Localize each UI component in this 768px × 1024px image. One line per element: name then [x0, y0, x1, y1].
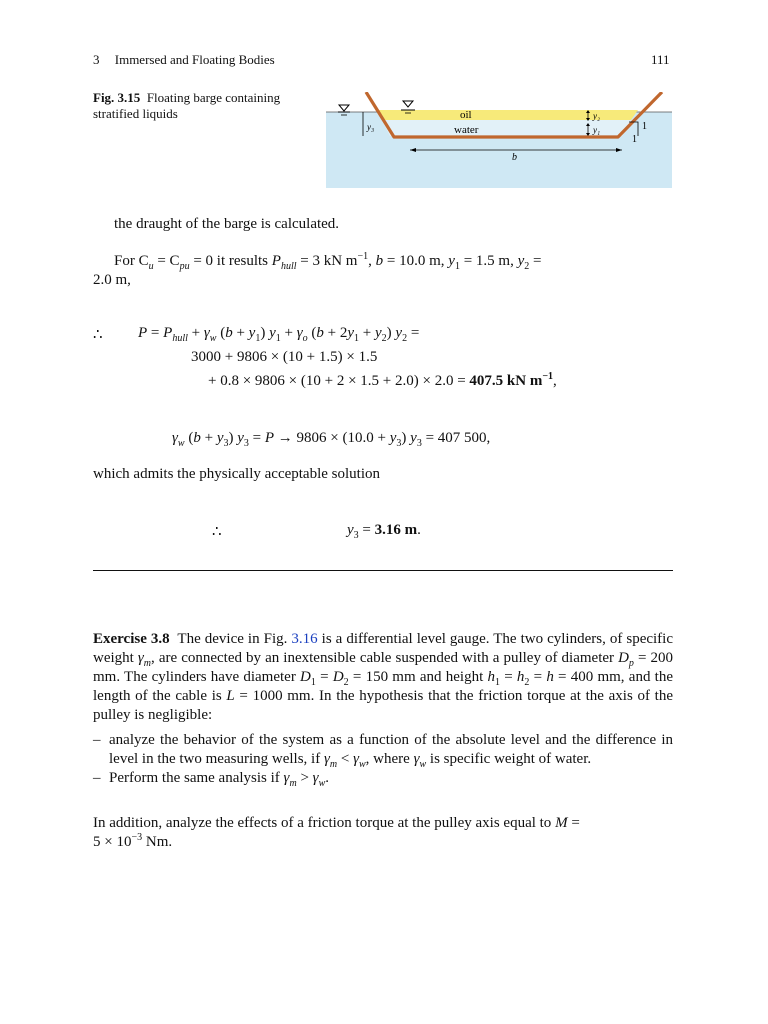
- admits-sentence: which admits the physically acceptable solution: [93, 466, 381, 482]
- equation-line-1: $P = P_{hull} + \gamma_w$ $(b + y_1)$ $y_1 + \gamma_o$ $(b + 2y_1 + y_2)$ $y_2$ =: [138, 325, 420, 344]
- friction-paragraph: In addition, analyze the effects of a friction torque at the pulley axis equal to M = $5 \times 10^{-3}$ Nm.: [93, 815, 580, 850]
- y2-label: y₂: [593, 111, 601, 121]
- figure-caption: [93, 90, 293, 122]
- bullet-2-text: Perform the same analysis if: [109, 770, 280, 786]
- slope-horizontal-label: 1: [632, 134, 637, 145]
- bullet-item-2: – Perform the same analysis if $\gamma_m > \gamma_w$.: [93, 770, 330, 789]
- running-header: [93, 52, 275, 68]
- figure-label: Fig. 3.15: [93, 90, 141, 105]
- chapter-number: 3: [93, 52, 100, 67]
- pressure-result: 407.5 kN m: [469, 373, 543, 389]
- draught-sentence: the draught of the barge is calculated.: [114, 216, 340, 232]
- exercise-bullets: [93, 731, 673, 788]
- slope-vertical-label: 1: [642, 121, 647, 132]
- figure-link[interactable]: 3.16: [291, 631, 318, 647]
- water-label: water: [454, 124, 479, 136]
- figure-caption-text: Floating barge containing stratified liquids: [93, 90, 281, 121]
- exercise-paragraph: Exercise 3.8 The device in Fig. 3.16 is a differential level gauge. The two cylinders, of specific weight $\gamma_m$, are connected by an inextensible cable suspended with a pulley of diameter $D_p = 200$ mm. The cylinders have diameter $D_1 = D_2 = 150$ mm and height $h_1 = h_2 = h = 400$ mm, and the length of the cable is L = 1000 mm. In the hypothesis that the friction torque at the axis of the pulley is negligible:: [93, 631, 673, 723]
- y3-result: 3.16 m: [374, 522, 418, 538]
- given-values-paragraph: For $C_u = C_{pu} = 0$ it results $P_{hull} = 3$ kN $m^{-1}$, b = 10.0 m, $y_1 = 1.5$ m, $y_2$ = 2.0 m,: [93, 251, 542, 288]
- chapter-title: Immersed and Floating Bodies: [114, 52, 275, 67]
- oil-label: oil: [460, 109, 472, 121]
- bullet-item-1: – analyze the behavior of the system as a function of the absolute level and the difference in level in the two measuring wells, if $\gamma_m < \gamma_w$, where $\gamma_w$ is specific weight of water.: [93, 732, 673, 770]
- equation-result: $y_3 = 3.16$ m.: [347, 522, 421, 541]
- section-divider: [93, 570, 673, 571]
- y3-label: y₃: [367, 122, 375, 132]
- equation-therefore-2: ∴: [212, 524, 222, 540]
- y1-label: y₁: [593, 125, 601, 135]
- exercise-label: Exercise 3.8: [93, 631, 170, 647]
- barge-figure: [326, 92, 672, 188]
- equation-therefore-1: ∴: [93, 327, 103, 343]
- bullet-1-text: analyze the behavior of the system as a function of the absolute level and the difference in level in the two measuring wells, if: [109, 732, 673, 767]
- equation-line-3: + 0.8 × 9806 × (10 + 2 × 1.5 + 2.0) × 2.0 = 407.5 kN $m^{-1}$,: [208, 371, 557, 389]
- page-number: 111: [651, 52, 670, 67]
- b-label: b: [512, 152, 517, 163]
- equation-draught: $\gamma_w$ $(b + y_3)$ $y_3 = P \to 9806 \times (10.0 + y_3) y_3 = 407$ 500,: [172, 430, 491, 449]
- equation-line-2: 3000 + 9806 × (10 + 1.5) × 1.5: [191, 349, 378, 365]
